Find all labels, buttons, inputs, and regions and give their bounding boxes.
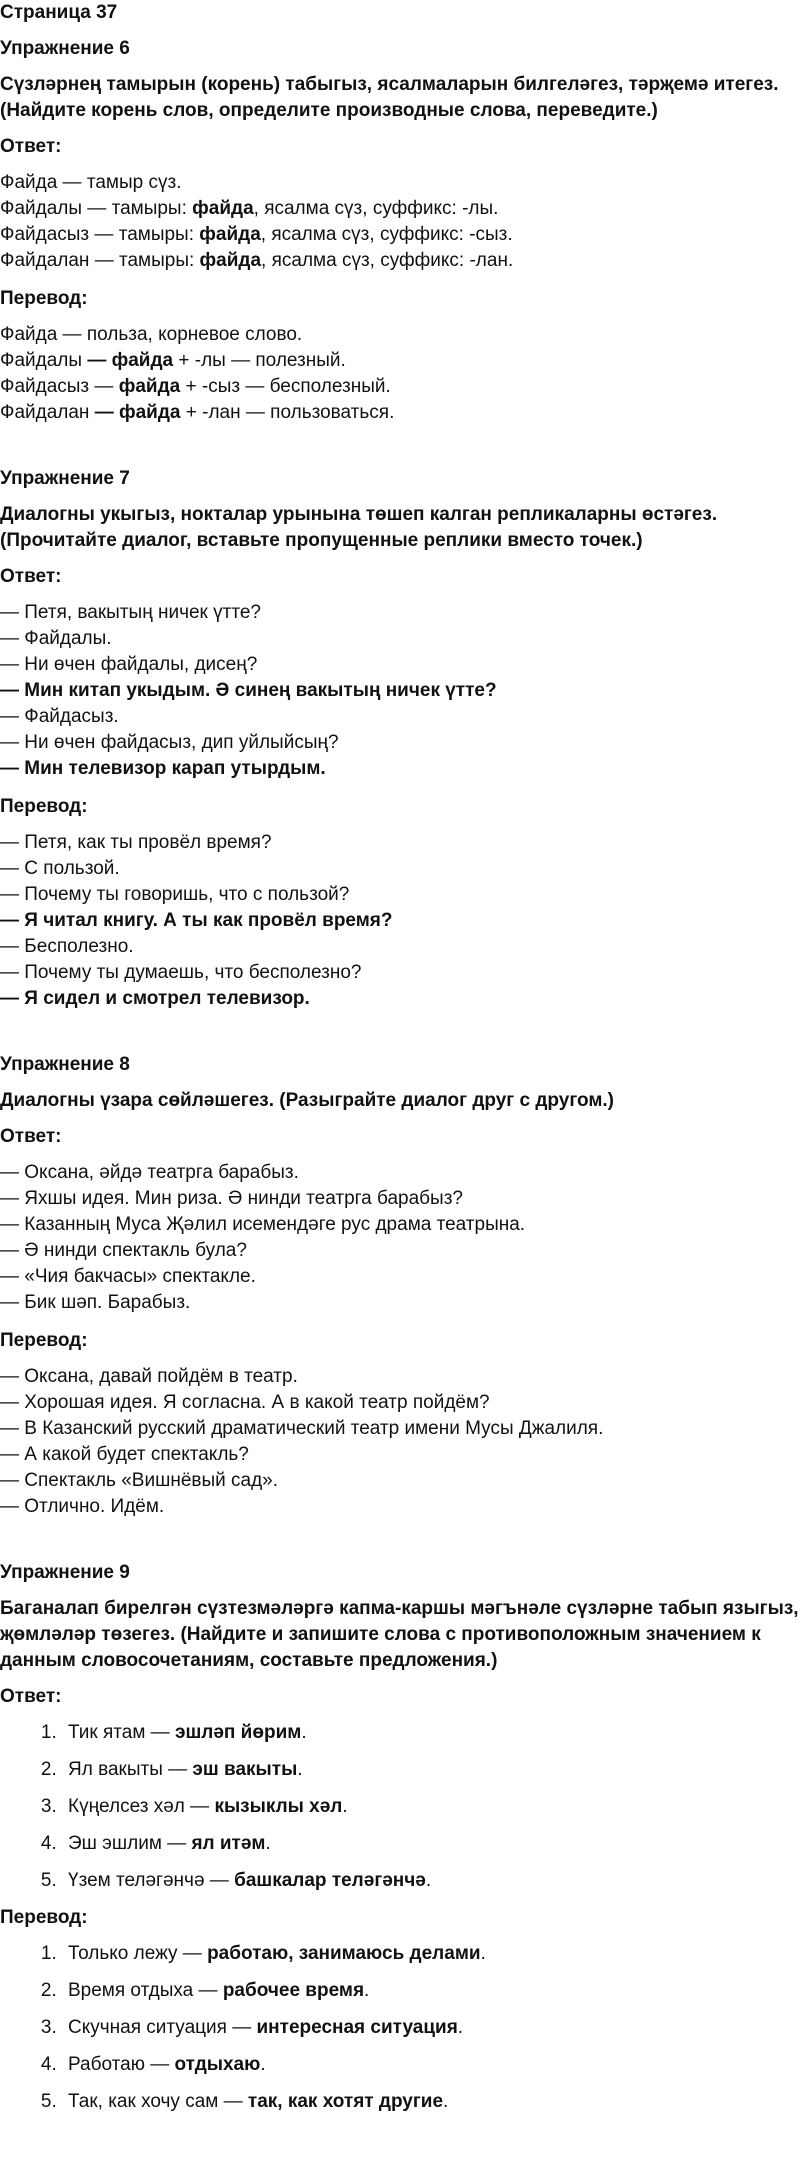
exercise-title: Упражнение 9 [0,1562,130,1583]
answer-line [0,222,800,248]
text-run: Скучная ситуация — [68,2017,257,2038]
translation-label: Перевод: [0,1330,88,1351]
text-run: — А какой будет спектакль? [0,1444,249,1465]
text-run: . [457,2017,464,2038]
text-run: — Оксана, әйдә театрга барабыз. [0,1162,299,1183]
bold-text: файда [192,198,254,219]
text-run: , ясалма сүз, суффикс: -лы. [253,198,499,219]
translation-line [0,986,800,1012]
translation-line [0,1442,800,1468]
exercise-task: Баганалап бирелгән сүзтезмәләргә капма-каршы мәгънәле сүзләрне табып языгыз, җөмләләр төзегез. (Найдите и запишите слова с противоположным значением к данным словосочетаниям, составьте предложения.) [0,1598,799,1671]
text-run: — В Казанский русский драматический театр имени Мусы Джалиля. [0,1418,604,1439]
text-run: . [265,1833,271,1854]
text-run: — Файдалы. [0,628,112,649]
text-run: . [260,2054,266,2075]
answer-label: Ответ: [0,1126,62,1147]
translation-line [0,374,800,400]
exercise-task: Сүзләрнең тамырын (корень) табыгыз, ясалмаларын билгеләгез, тәрҗемә итегез. (Найдите корень слов, определите производные слова, переведите.) [0,74,779,121]
bold-text: — Я сидел и смотрел телевизор. [0,988,310,1009]
exercise-section [0,466,800,1012]
answer-line [0,626,800,652]
text-run: — С пользой. [0,858,120,879]
translation-line [0,1390,800,1416]
text-run: — Отлично. Идём. [0,1496,165,1517]
translation-label: Перевод: [0,1907,88,1928]
text-run: Файдалан [0,402,95,423]
answer-line [0,1212,800,1238]
translation-line [0,1468,800,1494]
exercise-section [0,1560,800,2115]
bold-text: так, как хотят другие [247,2091,444,2112]
text-run: Файдалы [0,350,88,371]
bold-text: кызыклы хәл [214,1796,343,1817]
text-run: — Петя, вакытың ничек үтте? [0,602,261,623]
answer-line [0,600,800,626]
list-item [62,1941,800,1967]
text-run: . [342,1796,348,1817]
translation-line [0,1494,800,1520]
text-run: — Файдасыз. [0,706,119,727]
exercise-task: Диалогны үзара сөйләшегез. (Разыграйте диалог друг с другом.) [0,1090,615,1111]
bold-text: файда [118,376,181,397]
text-run: Работаю — [68,2054,175,2075]
text-run: — Петя, как ты провёл время? [0,832,272,853]
answer-line [0,1264,800,1290]
text-run: . [425,1870,432,1891]
bold-text: — файда [94,402,181,423]
text-run: Файдалы — тамыры: [0,198,193,219]
list-item [62,2052,800,2078]
bold-text: эшләп йөрим [174,1722,302,1743]
text-run: Ял вакыты — [68,1759,193,1780]
translation-label: Перевод: [0,796,88,817]
text-run: Время отдыха — [68,1980,223,2001]
text-run: — Яхшы идея. Мин риза. Ә нинди театрга барабыз? [0,1188,463,1209]
answer-line [0,1160,800,1186]
text-run: — Спектакль «Вишнёвый сад». [0,1470,279,1491]
answer-line [0,652,800,678]
text-run: — Оксана, давай пойдём в театр. [0,1366,298,1387]
text-run: + -сыз — бесполезный. [180,376,391,397]
bold-text: эш вакыты [192,1759,298,1780]
text-run: Файдасыз — [0,376,119,397]
translation-line [0,322,800,348]
answer-line [0,730,800,756]
text-run: — Хорошая идея. Я согласна. А в какой театр пойдём? [0,1392,490,1413]
exercise-section [0,1052,800,1520]
text-run: — Ни өчен файдасыз, дип уйлыйсың? [0,732,339,753]
text-run: Только лежу — [68,1943,208,1964]
page-title: Страница 37 [0,2,118,23]
text-run: — Казанның Муса Җәлил исемендәге рус драма театрына. [0,1214,526,1235]
answer-lines [0,170,800,274]
text-run: — Почему ты говоришь, что с пользой? [0,884,350,905]
exercise-task: Диалогны укыгыз, нокталар урынына төшеп калган репликаларны өстәгез. (Прочитайте диалог, вставьте пропущенные реплики вместо точек.) [0,504,718,551]
text-run: . [364,1980,370,2001]
bold-text: — Я читал книгу. А ты как провёл время? [0,910,393,931]
list-item [62,1868,800,1894]
bold-text: работаю, занимаюсь делами [207,1943,481,1964]
translation-line [0,1364,800,1390]
text-run: . [443,2091,449,2112]
translation-label: Перевод: [0,288,88,309]
text-run: — «Чия бакчасы» спектакле. [0,1266,256,1287]
answer-line [0,1290,800,1316]
answer-list [0,1720,800,1894]
bold-text: — файда [87,350,174,371]
list-item [62,1978,800,2004]
text-run: — Ни өчен файдалы, дисең? [0,654,258,675]
text-run: Файда — польза, корневое слово. [0,324,303,345]
list-item [62,2089,800,2115]
translation-line [0,348,800,374]
translation-lines [0,322,800,426]
text-run: Үзем теләгәнчә — [68,1870,235,1891]
list-item [62,1831,800,1857]
bold-text: отдыхаю [174,2054,261,2075]
text-run: + -лан — пользоваться. [180,402,395,423]
text-run: — Почему ты думаешь, что бесполезно? [0,962,362,983]
text-run: Эш эшлим — [68,1833,192,1854]
list-item [62,1720,800,1746]
answer-lines [0,600,800,782]
text-run: Тик ятам — [68,1722,175,1743]
text-run: — Бик шәп. Барабыз. [0,1292,191,1313]
answer-label: Ответ: [0,136,62,157]
bold-text: — Мин телевизор карап утырдым. [0,758,326,779]
translation-line [0,400,800,426]
answer-line [0,1186,800,1212]
text-run: , ясалма сүз, суффикс: -сыз. [260,224,513,245]
list-item [62,1794,800,1820]
text-run: Так, как хочу сам — [68,2091,248,2112]
translation-lines [0,830,800,1012]
translation-line [0,856,800,882]
exercise-title: Упражнение 7 [0,468,130,489]
bold-text: ял итәм [191,1833,266,1854]
exercise-title: Упражнение 8 [0,1054,130,1075]
bold-text: файда [199,224,261,245]
exercises-container [0,36,800,2115]
answer-line [0,678,800,704]
answer-line [0,196,800,222]
list-item [62,2015,800,2041]
exercise-title: Упражнение 6 [0,38,130,59]
bold-text: рабочее время [222,1980,365,2001]
translation-line [0,1416,800,1442]
answer-line [0,170,800,196]
text-run: Файдасыз — тамыры: [0,224,200,245]
text-run: . [297,1759,303,1780]
answer-line [0,756,800,782]
list-item [62,1757,800,1783]
answer-line [0,1238,800,1264]
answer-lines [0,1160,800,1316]
translation-line [0,908,800,934]
text-run: + -лы — полезный. [173,350,346,371]
bold-text: — Мин китап укыдым. Ә синең вакытың ничек үтте? [0,680,497,701]
text-run: — Ә нинди спектакль була? [0,1240,247,1261]
text-run: — Бесполезно. [0,936,134,957]
text-run: Файда — тамыр сүз. [0,172,182,193]
text-run: . [480,1943,486,1964]
text-run: , ясалма сүз, суффикс: -лан. [261,250,514,271]
bold-text: файда [199,250,262,271]
text-run: Файдалан — тамыры: [0,250,200,271]
translation-line [0,960,800,986]
translation-lines [0,1364,800,1520]
translation-line [0,830,800,856]
text-run: . [301,1722,307,1743]
translation-line [0,882,800,908]
translation-line [0,934,800,960]
answer-label: Ответ: [0,1686,62,1707]
text-run: Күңелсез хәл — [68,1796,215,1817]
answer-line [0,704,800,730]
bold-text: башкалар теләгәнчә [234,1870,426,1891]
answer-line [0,248,800,274]
answer-label: Ответ: [0,566,62,587]
bold-text: интересная ситуация [256,2017,458,2038]
exercise-section [0,36,800,426]
